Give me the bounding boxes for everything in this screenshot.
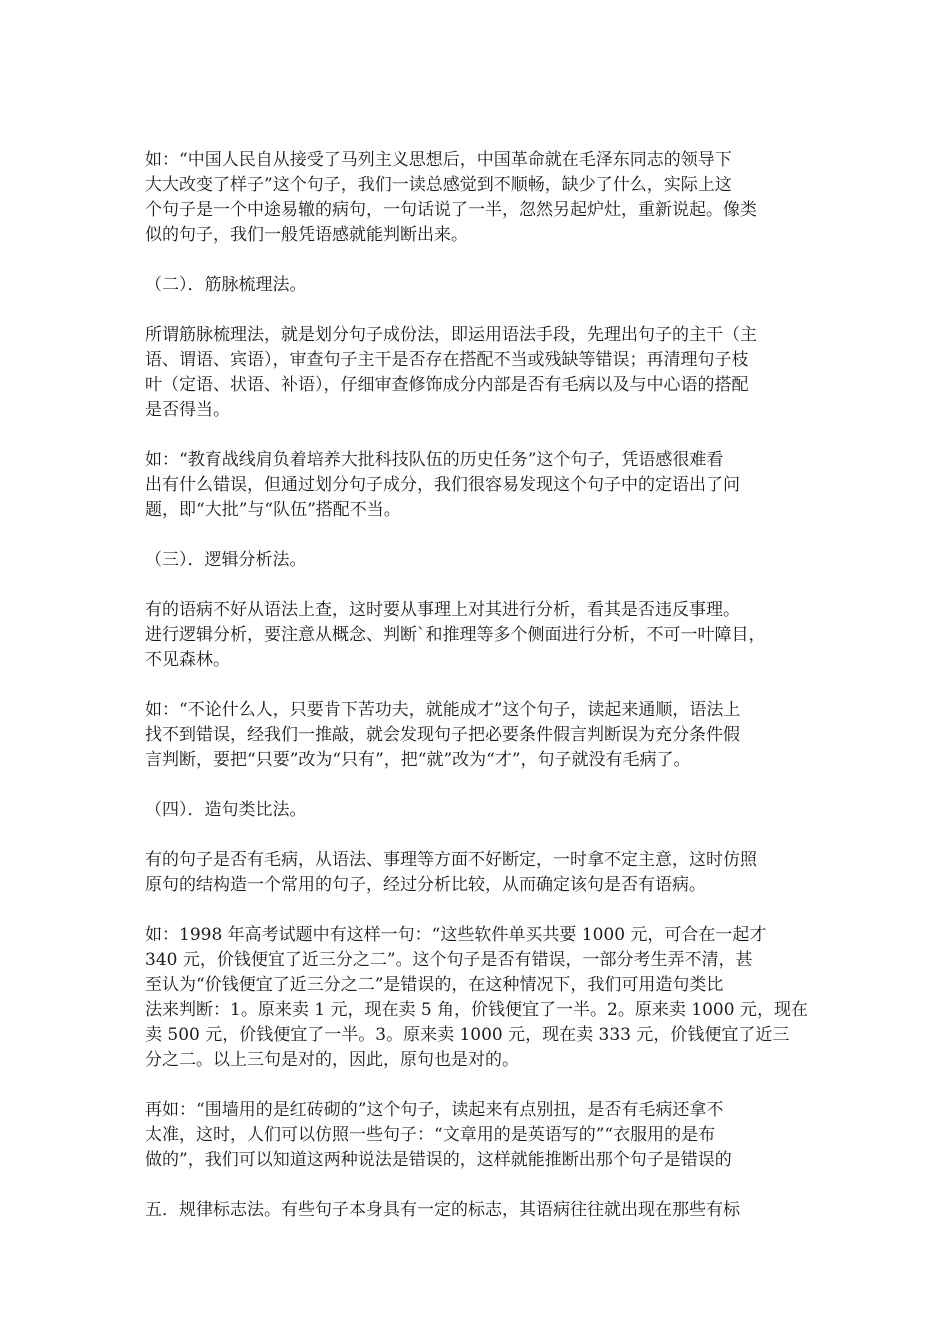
paragraph-example-1: 如：“中国人民自从接受了马列主义思想后，中国革命就在毛泽东同志的领导下 大大改变了样子”这个句子，我们一读总感觉到不顺畅，缺少了什么，实际上这 个句子是一个中途易辙的病句，一句话说了一半，忽然另起炉灶，重新说起。像类 似的句子，我们一般凭语感就能判断出来。: [145, 150, 757, 245]
section-heading-4: （四）．造句类比法。: [145, 800, 307, 820]
paragraph-method-2: 所谓筋脉梳理法，就是划分句子成份法，即运用语法手段，先理出句子的主干（主 语、谓语、宾语），审查句子主干是否存在搭配不当或残缺等错误；再清理句子枝 叶（定语、状语、补语），仔细审查修饰成分内部是否有毛病以及与中心语的搭配 是否得当。: [145, 325, 757, 420]
paragraph-example-5: 再如：“围墙用的是红砖砌的”这个句子，读起来有点别扭，是否有毛病还拿不 太准，这时，人们可以仿照一些句子：“文章用的是英语写的”“衣服用的是布 做的”，我们可以知道这两种说法是错误的，这样就能推断出那个句子是错误的: [145, 1100, 732, 1170]
paragraph-example-2: 如：“教育战线肩负着培养大批科技队伍的历史任务”这个句子，凭语感很难看 出有什么错误，但通过划分句子成分，我们很容易发现这个句子中的定语出了问 题，即“大批”与“队伍”搭配不当。: [145, 450, 740, 520]
paragraph-method-5: 五．规律标志法。有些句子本身具有一定的标志，其语病往往就出现在那些有标: [145, 1200, 740, 1220]
document-body: [145, 148, 813, 1248]
paragraph-example-3: 如：“不论什么人，只要肯下苦功夫，就能成才”这个句子，读起来通顺，语法上 找不到错误，经我们一推敲，就会发现句子把必要条件假言判断误为充分条件假 言判断，要把“只要”改为“只有”，把“就”改为“才”，句子就没有毛病了。: [145, 700, 741, 770]
section-heading-2: （二）．筋脉梳理法。: [145, 275, 307, 295]
paragraph-method-3: 有的语病不好从语法上查，这时要从事理上对其进行分析，看其是否违反事理。 进行逻辑分析，要注意从概念、判断`和推理等多个侧面进行分析，不可一叶障目， 不见森林。: [145, 600, 766, 670]
paragraph-method-4: 有的句子是否有毛病，从语法、事理等方面不好断定，一时拿不定主意，这时仿照 原句的结构造一个常用的句子，经过分析比较，从而确定该句是否有语病。: [145, 850, 757, 895]
paragraph-example-4: 如：1998 年高考试题中有这样一句：“这些软件单买共要 1000 元，可合在一起才 340 元，价钱便宜了近三分之二”。这个句子是否有错误，一部分考生弄不清，甚 至认为“价钱便宜了近三分之二”是错误的，在这种情况下，我们可用造句类比 法来判断：1。原来卖 1 元，现在卖 5 角，价钱便宜了一半。2。原来卖 1000 元，现在 卖 500 元，价钱便宜了一半。3。原来卖 1000 元，现在卖 333 元，价钱便宜了近三 分之二。以上三句是对的，因此，原句也是对的。: [145, 925, 808, 1070]
section-heading-3: （三）．逻辑分析法。: [145, 550, 307, 570]
